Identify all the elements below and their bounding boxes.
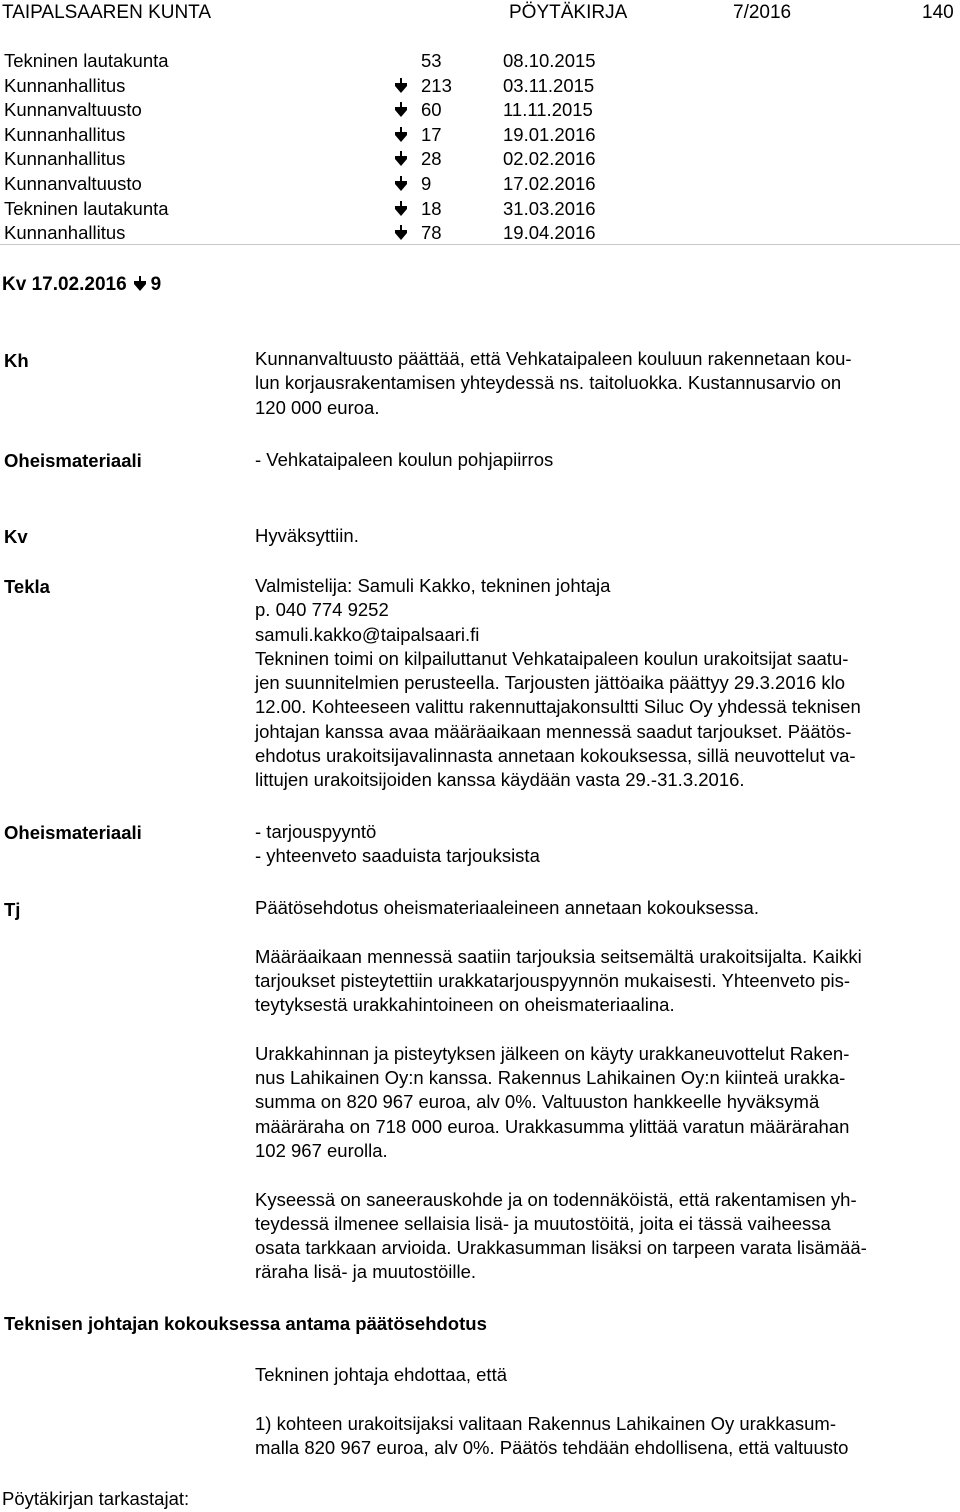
proposal-intro <box>255 1363 955 1387</box>
section-icon <box>133 276 147 292</box>
section-icon <box>394 102 408 118</box>
tj-line: räraha lisä- ja muutostöille. <box>255 1261 477 1283</box>
divider <box>0 244 960 245</box>
history-list <box>4 49 804 246</box>
tekla-text <box>255 574 955 793</box>
history-body: Kunnanhallitus <box>4 222 126 244</box>
section-icon <box>394 151 408 167</box>
section-reference <box>2 274 161 296</box>
history-date: 31.03.2016 <box>503 197 596 219</box>
reference-section: 9 <box>150 274 162 295</box>
tj-line: tarjoukset pisteytettiin urakkatarjouspyynnön mukaisesti. Yhteenveto pis- <box>255 969 851 991</box>
history-row <box>4 98 804 123</box>
history-body: Tekninen lautakunta <box>4 197 169 219</box>
history-date: 03.11.2015 <box>503 74 595 96</box>
tekla-line: jen suunnitelmien perusteella. Tarjousten jättöaika päättyy 29.3.2016 klo <box>255 672 845 694</box>
attachment-2-text <box>255 820 955 869</box>
history-row <box>4 197 804 222</box>
attachment-line: - yhteenveto saaduista tarjouksista <box>255 845 540 867</box>
history-date: 19.01.2016 <box>503 123 596 145</box>
history-date: 17.02.2016 <box>503 172 596 194</box>
history-section: 60 <box>421 99 442 121</box>
reference-text: Kv 17.02.2016 <box>2 274 127 295</box>
history-date: 02.02.2016 <box>503 148 596 170</box>
history-body: Kunnanvaltuusto <box>4 172 142 194</box>
label-tekla: Tekla <box>4 576 50 597</box>
history-section: 18 <box>421 197 442 219</box>
attachment-line: - Vehkataipaleen koulun pohjapiirros <box>255 449 554 470</box>
section-icon <box>394 78 408 94</box>
tj-text <box>255 896 955 1285</box>
label-kh: Kh <box>4 350 29 371</box>
section-icon <box>394 127 408 143</box>
kv-line: Hyväksyttiin. <box>255 525 359 546</box>
tj-line: Urakkahinnan ja pisteytyksen jälkeen on käyty urakkaneuvottelut Raken- <box>255 1042 850 1064</box>
tekla-line: Tekninen toimi on kilpailuttanut Vehkataipaleen koulun urakoitsijat saatu- <box>255 647 849 669</box>
proposal-heading: Teknisen johtajan kokouksessa antama päätösehdotus <box>4 1313 487 1334</box>
tj-line: summa on 820 967 euroa, alv 0%. Valtuuston hankkeelle hyväksymä <box>255 1091 820 1113</box>
tekla-line: 12.00. Kohteeseen valittu rakennuttajakonsultti Siluc Oy yhdessä teknisen <box>255 696 861 718</box>
page-number: 140 <box>922 2 954 23</box>
label-tj: Tj <box>4 899 21 920</box>
organization-name: TAIPALSAAREN KUNTA <box>2 2 212 23</box>
history-date: 19.04.2016 <box>503 222 596 244</box>
document-type: PÖYTÄKIRJA <box>509 2 628 23</box>
proposal-line: Tekninen johtaja ehdottaa, että <box>255 1364 507 1385</box>
history-section: 9 <box>421 172 432 194</box>
tj-line: Päätösehdotus oheismateriaaleineen annetaan kokouksessa. <box>255 897 759 918</box>
tj-line: Määräaikaan mennessä saatiin tarjouksia seitsemältä urakoitsijalta. Kaikki <box>255 945 862 967</box>
tekla-line: ehdotus urakoitsijavalinnasta annetaan kokouksessa, sillä neuvottelut va- <box>255 745 856 767</box>
history-row <box>4 221 804 246</box>
kh-text <box>255 347 955 420</box>
history-section: 78 <box>421 222 442 244</box>
label-attachment-2: Oheismateriaali <box>4 822 142 843</box>
tekla-line: littujen urakoitsijoiden kanssa käydään vasta 29.-31.3.2016. <box>255 769 745 791</box>
proposal-line: 1) kohteen urakoitsijaksi valitaan Rakennus Lahikainen Oy urakkasum- <box>255 1413 836 1434</box>
history-body: Kunnanvaltuusto <box>4 99 142 121</box>
history-row <box>4 123 804 148</box>
tj-line: osata tarkkaan arvioida. Urakkasumman lisäksi on tarpeen varata lisämää- <box>255 1237 867 1259</box>
tekla-line: p. 040 774 9252 <box>255 599 389 621</box>
tj-line: teydessä ilmenee sellaisia lisä- ja muutostöitä, joita ei tässä vaiheessa <box>255 1212 831 1234</box>
section-icon <box>394 225 408 241</box>
tj-line: Kyseessä on saneerauskohde ja on todennäköistä, että rakentamisen yh- <box>255 1188 857 1210</box>
history-date: 08.10.2015 <box>503 50 596 71</box>
tekla-line: johtajan kanssa avaa määräaikaan mennessä saadut tarjoukset. Päätös- <box>255 720 852 742</box>
tj-line: määräraha on 718 000 euroa. Urakkasumma ylittää varatun määrärahan <box>255 1115 850 1137</box>
tj-line: teytyksestä urakkahintoineen on oheismateriaalina. <box>255 994 675 1016</box>
history-row <box>4 147 804 172</box>
kh-line: Kunnanvaltuusto päättää, että Vehkataipaleen kouluun rakennetaan kou- <box>255 348 852 369</box>
tj-line: 102 967 eurolla. <box>255 1139 388 1161</box>
history-row <box>4 172 804 197</box>
kh-line: lun korjausrakentamisen yhteydessä ns. taitoluokka. Kustannusarvio on <box>255 372 842 394</box>
attachment-line: - tarjouspyyntö <box>255 821 377 842</box>
tj-line: nus Lahikainen Oy:n kanssa. Rakennus Lahikainen Oy:n kiinteä urakka- <box>255 1067 846 1089</box>
section-icon <box>394 201 408 217</box>
proposal-item <box>255 1412 955 1461</box>
history-row <box>4 74 804 99</box>
section-icon <box>394 176 408 192</box>
history-section: 28 <box>421 148 442 170</box>
footer-inspectors: Pöytäkirjan tarkastajat: <box>2 1488 190 1509</box>
attachment-1-text <box>255 448 955 472</box>
proposal-line: malla 820 967 euroa, alv 0%. Päätös tehdään ehdollisena, että valtuusto <box>255 1437 849 1459</box>
history-section: 213 <box>421 74 452 96</box>
history-body: Kunnanhallitus <box>4 123 126 145</box>
history-body: Kunnanhallitus <box>4 148 126 170</box>
label-attachment-1: Oheismateriaali <box>4 450 142 471</box>
history-body: Tekninen lautakunta <box>4 50 169 71</box>
tekla-line: Valmistelija: Samuli Kakko, tekninen johtaja <box>255 575 611 596</box>
issue-number: 7/2016 <box>733 2 792 23</box>
label-kv: Kv <box>4 526 28 547</box>
history-row <box>4 49 804 74</box>
history-section: 53 <box>421 50 442 71</box>
history-body: Kunnanhallitus <box>4 74 126 96</box>
history-date: 11.11.2015 <box>503 99 593 121</box>
kh-line: 120 000 euroa. <box>255 396 380 418</box>
history-section: 17 <box>421 123 442 145</box>
kv-text <box>255 524 955 548</box>
tekla-line: samuli.kakko@taipalsaari.fi <box>255 623 480 645</box>
